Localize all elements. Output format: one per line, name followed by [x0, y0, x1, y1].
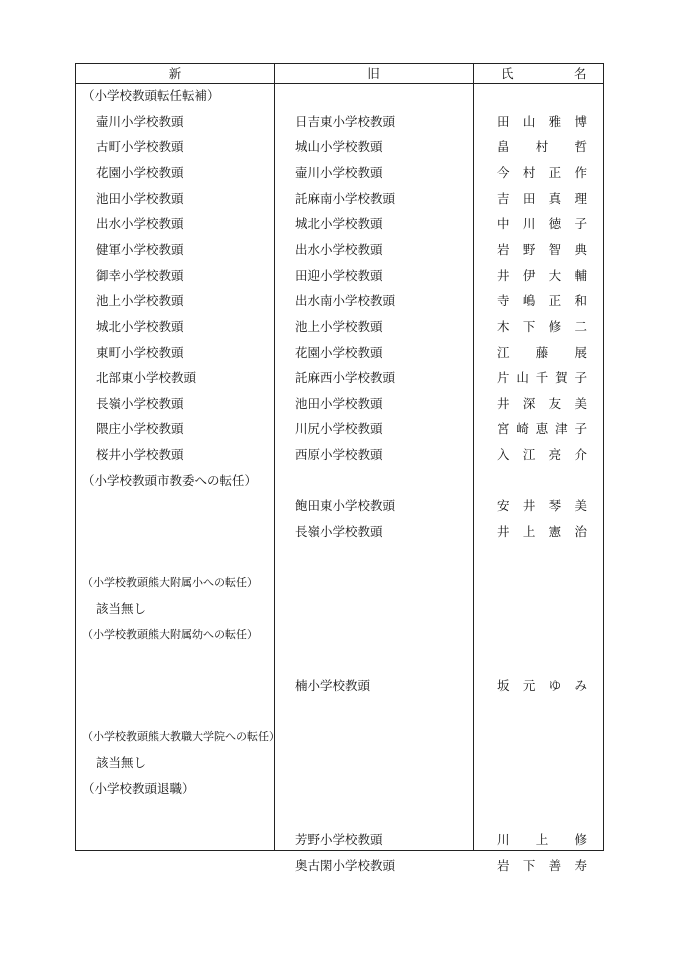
old-position: 奥古閑小学校教頭 — [295, 857, 396, 873]
person-name: 宮 崎 恵 津 子 — [497, 421, 587, 437]
new-position: 隈庄小学校教頭 — [96, 421, 184, 437]
person-name: 岩 下 善 寿 — [497, 857, 587, 873]
new-position: 御幸小学校教頭 — [96, 267, 184, 283]
new-position: 池田小学校教頭 — [96, 190, 184, 206]
old-position: 芳野小学校教頭 — [295, 831, 383, 847]
new-position: 壷川小学校教頭 — [96, 113, 184, 129]
person-name: 畠 村 哲 — [497, 139, 587, 155]
old-position: 城北小学校教頭 — [295, 216, 383, 232]
new-position: 出水小学校教頭 — [96, 216, 184, 232]
old-position: 託麻西小学校教頭 — [295, 370, 396, 386]
note-text: 該当無し — [96, 601, 147, 616]
old-position: 託麻南小学校教頭 — [295, 190, 396, 206]
new-position: 池上小学校教頭 — [96, 293, 184, 309]
person-name: 井 伊 大 輔 — [497, 267, 587, 283]
old-position: 池田小学校教頭 — [295, 395, 383, 411]
section-heading: （小学校教頭熊大附属小への転任） — [82, 576, 258, 590]
header-old: 旧 — [367, 66, 380, 81]
old-position: 城山小学校教頭 — [295, 139, 383, 155]
person-name: 坂 元 ゆ み — [497, 677, 587, 693]
old-position: 出水南小学校教頭 — [295, 293, 396, 309]
section-heading: （小学校教頭退職） — [82, 780, 195, 796]
new-position: 東町小学校教頭 — [96, 344, 184, 360]
person-name: 寺 嶋 正 和 — [497, 293, 587, 309]
header-name-part2: 名 — [574, 66, 587, 81]
section-heading: （小学校教頭熊大教職大学院への転任） — [82, 730, 280, 744]
person-name: 井 上 憲 治 — [497, 524, 587, 540]
section-heading: （小学校教頭転任転補） — [82, 88, 220, 103]
old-position: 池上小学校教頭 — [295, 318, 383, 334]
person-name: 安 井 琴 美 — [497, 498, 587, 514]
new-position: 城北小学校教頭 — [96, 318, 184, 334]
new-position: 健軍小学校教頭 — [96, 241, 184, 257]
person-name: 中 川 徳 子 — [497, 216, 587, 232]
new-position: 古町小学校教頭 — [96, 139, 184, 155]
old-position: 壷川小学校教頭 — [295, 164, 383, 180]
header-new: 新 — [168, 66, 182, 81]
old-position: 田迎小学校教頭 — [295, 267, 383, 283]
new-position: 花園小学校教頭 — [96, 164, 184, 180]
column-divider — [473, 64, 474, 850]
person-name: 片 山 千 賀 子 — [497, 370, 587, 386]
header-name-part1: 氏 — [501, 66, 514, 81]
new-position: 長嶺小学校教頭 — [96, 395, 184, 411]
person-name: 川 上 修 — [497, 831, 587, 847]
old-position: 飽田東小学校教頭 — [295, 498, 396, 514]
section-heading: （小学校教頭熊大附属幼への転任） — [82, 627, 258, 641]
old-position: 西原小学校教頭 — [295, 447, 383, 463]
new-position: 桜井小学校教頭 — [96, 447, 184, 463]
new-position: 北部東小学校教頭 — [96, 370, 197, 386]
old-position: 日吉東小学校教頭 — [295, 113, 396, 129]
header-divider — [76, 83, 603, 84]
person-name: 井 深 友 美 — [497, 395, 587, 411]
person-name: 入 江 亮 介 — [497, 447, 587, 463]
person-name: 岩 野 智 典 — [497, 241, 587, 257]
section-heading: （小学校教頭市教委への転任） — [82, 472, 258, 488]
old-position: 出水小学校教頭 — [295, 241, 383, 257]
person-name: 今 村 正 作 — [497, 164, 587, 180]
old-position: 川尻小学校教頭 — [295, 421, 383, 437]
person-name: 吉 田 真 理 — [497, 190, 587, 206]
old-position: 花園小学校教頭 — [295, 344, 383, 360]
old-position: 長嶺小学校教頭 — [295, 524, 383, 540]
personnel-table — [75, 63, 604, 873]
old-position: 楠小学校教頭 — [295, 677, 371, 693]
person-name: 江 藤 展 — [497, 344, 587, 360]
note-text: 該当無し — [96, 754, 147, 770]
person-name: 木 下 修 二 — [497, 318, 587, 334]
person-name: 田 山 雅 博 — [497, 113, 587, 129]
